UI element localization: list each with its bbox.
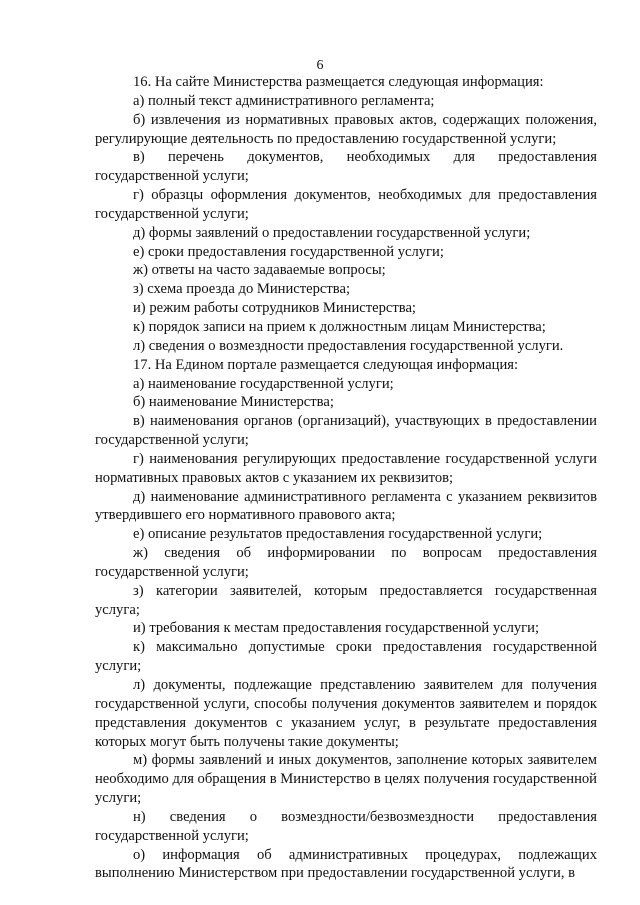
list-item-16k: к) порядок записи на прием к должностным лицам Министерства; bbox=[133, 318, 546, 335]
list-item-17g: г) наименования регулирующих предоставление государственной услуги нормативных правовых актов с указанием их реквизитов; bbox=[95, 450, 597, 486]
list-item-17i: и) требования к местам предоставления государственной услуги; bbox=[133, 620, 540, 637]
list-item-16a: а) полный текст административного регламента; bbox=[133, 92, 435, 109]
list-item-17l: л) документы, подлежащие представлению заявителем для получения государственной услуги, способы получения документов заявителем и порядок представления документов с указанием услуг, в результате предоставления которых могут быть получены такие документы; bbox=[95, 677, 597, 750]
list-item-17d: д) наименование административного регламента с указанием реквизитов утвердившего его нормативного правового акта; bbox=[95, 488, 597, 524]
list-item-17m: м) формы заявлений и иных документов, заполнение которых заявителем необходимо для обращения в Министерство в целях получения государственной услуги; bbox=[95, 752, 597, 807]
list-item-17o: о) информация об административных процедурах, подлежащих выполнению Министерством при предоставлении государственной услуги, в bbox=[95, 846, 597, 882]
list-item-17n: н) сведения о возмездности/безвозмездности предоставления государственной услуги; bbox=[95, 808, 597, 844]
list-item-17zh: ж) сведения об информировании по вопросам предоставления государственной услуги; bbox=[95, 545, 597, 580]
paragraph-16-heading: 16. На сайте Министерства размещается следующая информация: bbox=[133, 74, 544, 90]
list-item-16z: з) схема проезда до Министерства; bbox=[133, 281, 351, 298]
document-body bbox=[95, 73, 597, 883]
list-item-16i: и) режим работы сотрудников Министерства; bbox=[133, 300, 416, 317]
list-item-17v: в) наименования органов (организаций), участвующих в предоставлении государственной услуги; bbox=[95, 413, 597, 449]
list-item-16l: л) сведения о возмездности предоставления государственной услуги. bbox=[133, 337, 564, 354]
list-item-16v: в) перечень документов, необходимых для предоставления государственной услуги; bbox=[95, 149, 597, 185]
list-item-17b: б) наименование Министерства; bbox=[133, 394, 334, 411]
page-number: 6 bbox=[316, 58, 324, 73]
list-item-17e: е) описание результатов предоставления государственной услуги; bbox=[133, 526, 543, 543]
list-item-16d: д) формы заявлений о предоставлении государственной услуги; bbox=[133, 224, 531, 241]
list-item-17k: к) максимально допустимые сроки предоставления государственной услуги; bbox=[95, 639, 597, 675]
list-item-16zh: ж) ответы на часто задаваемые вопросы; bbox=[133, 262, 386, 279]
list-item-17z: з) категории заявителей, которым предоставляется государственная услуга; bbox=[95, 582, 597, 618]
list-item-17a: а) наименование государственной услуги; bbox=[133, 375, 394, 392]
list-item-16g: г) образцы оформления документов, необходимых для предоставления государственной услуги; bbox=[95, 187, 597, 222]
paragraph-17-heading: 17. На Едином портале размещается следующая информация: bbox=[133, 356, 519, 373]
list-item-16b: б) извлечения из нормативных правовых актов, содержащих положения, регулирующие деятельность по предоставлению государственной услуги; bbox=[95, 111, 597, 147]
list-item-16e: е) сроки предоставления государственной услуги; bbox=[133, 243, 444, 260]
